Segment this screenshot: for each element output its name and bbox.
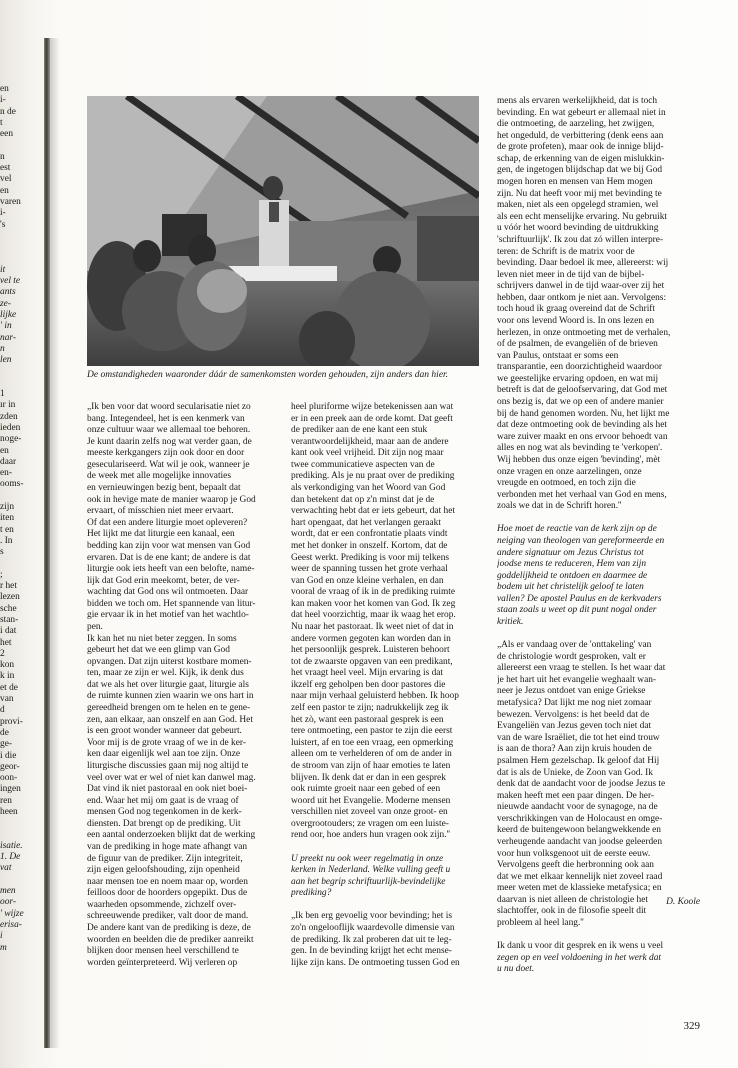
- margin-fragment: [0, 231, 40, 242]
- margin-fragment: daar: [0, 456, 17, 467]
- margin-fragment: k in: [0, 671, 15, 682]
- margin-fragment: [0, 242, 40, 253]
- text-line: de ruimte kunnen zien waarin we ons hart in: [87, 691, 254, 702]
- text-line: of de psalmen, de evangeliën of de brieven: [497, 339, 658, 350]
- margin-fragment: n de: [0, 106, 16, 117]
- margin-fragment: len: [0, 355, 12, 366]
- author-signature: D. Koole: [666, 897, 700, 907]
- text-line: psalmen Hem gezelschap. Ik geloof dat Hij: [497, 755, 660, 766]
- text-line: prediking. Als je nu praat over de prediking: [291, 471, 455, 482]
- text-line: leven niet meer in de tijd van de bijbel-: [497, 269, 645, 280]
- text-line: de week met alle mogelijke innovaties: [87, 471, 231, 482]
- margin-fragment: [0, 491, 40, 502]
- text-line: veel over wat er wel of niet kan danwel mag.: [87, 772, 256, 783]
- text-line: vallen? De apostel Paulus en de kerkvaders: [497, 593, 662, 604]
- text-line: [291, 900, 481, 912]
- text-line: bidden we toch om. Het spannende van litur-: [87, 598, 256, 609]
- text-line: wordt, dat er een confrontatie plaats vindt: [291, 529, 448, 540]
- text-line: andere signatuur om Jezus Christus tot: [497, 547, 644, 558]
- margin-fragment: n: [0, 151, 5, 162]
- margin-fragment: een: [0, 129, 14, 140]
- margin-fragment: [0, 558, 40, 569]
- text-line: voor hun volksgenoot uit de eerste eeuw.: [497, 848, 651, 859]
- text-line: met het donker in onszelf. Kortom, dat de: [291, 540, 448, 551]
- margin-fragment: [0, 140, 40, 151]
- margin-fragment: 1: [0, 389, 5, 400]
- text-line: liturgie ook iets heeft van een belofte, name-: [87, 564, 255, 575]
- text-line: ons bezig is, dat we op een of andere manier: [497, 397, 664, 408]
- margin-fragment: vat: [0, 863, 12, 874]
- text-line: van de ware Israëliet, die tot het eind trouw: [497, 732, 660, 743]
- margin-fragment: i die: [0, 750, 17, 761]
- margin-fragment: ge-: [0, 739, 12, 750]
- text-line: nieuwde aandacht voor de synagoge, na de: [497, 802, 658, 813]
- text-line: hart opengaat, dat het verlangen geraakt: [291, 517, 441, 528]
- text-line: ervaren. Dat is de ene kant; de andere is dat: [87, 552, 251, 563]
- text-line: hebben, daar ontkom je niet aan. Vervolgens:: [497, 292, 667, 303]
- text-line: liturgische discussies gaan mij nog altijd te: [87, 760, 249, 771]
- margin-fragment: oon-: [0, 773, 18, 784]
- margin-fragment: ren: [0, 795, 12, 806]
- margin-fragment: i dat: [0, 626, 17, 637]
- margin-fragment: it: [0, 264, 6, 275]
- text-line: daarvan is niet alleen de christologie het: [497, 894, 648, 905]
- margin-fragment: van: [0, 694, 14, 705]
- text-line: rend oor, hoe anders hun vragen ook zijn.'': [291, 830, 450, 841]
- text-line: maken heeft met een paar dingen. De her-: [497, 790, 655, 801]
- text-line: pen.: [87, 621, 103, 632]
- text-line: schap, de erkenning van de eigen mislukkin-: [497, 153, 665, 164]
- margin-fragment: men: [0, 886, 16, 897]
- text-line: twee communicatieve aspecten van de: [291, 459, 435, 470]
- text-line: vreugde en ootmoed, en toch zijn die: [497, 478, 636, 489]
- text-line: bodem uit het christelijk geloof te laten: [497, 582, 644, 593]
- text-line: keerd de buitengewoon belangwekkende en: [497, 825, 661, 836]
- margin-fragment: i: [0, 931, 3, 942]
- text-line: als verkondiging van het Woord van God: [291, 483, 446, 494]
- text-line: denk dat de aandacht voor de joodse Jezus te: [497, 779, 666, 790]
- text-line: bij de hand genomen worden. Nu, het lijkt me: [497, 408, 670, 419]
- text-line: dan betekent dat op z'n minst dat je de: [291, 494, 435, 505]
- text-line: zijn eigen geloofshouding, zijn openheid: [87, 865, 240, 876]
- text-line: opvangen. Dat zijn uiterst kostbare momen-: [87, 656, 252, 667]
- text-line: dat deze ontmoeting ook de bevinding als het: [497, 420, 668, 431]
- text-line: betreft is dat de geloofservaring, dat God met: [497, 385, 668, 396]
- text-line: kerken in Nederland. Welke vulling geeft u: [291, 865, 451, 876]
- margin-fragment: d: [0, 705, 5, 716]
- margin-fragment: de: [0, 727, 9, 738]
- text-line: prediking?: [291, 888, 332, 899]
- text-line: van God en onze kleine verhalen, en dan: [291, 575, 444, 586]
- margin-fragment: i-: [0, 95, 6, 106]
- text-line: „Ik ben voor dat woord secularisatie niet zo: [87, 402, 251, 412]
- margin-fragment: en: [0, 445, 9, 456]
- margin-fragment: ' in: [0, 321, 12, 332]
- margin-fragment: lezen: [0, 592, 20, 603]
- margin-fragment: ;: [0, 569, 3, 580]
- text-line: woord uit het Evangelie. Moderne mensen: [291, 795, 451, 806]
- text-line: meeste kerkgangers zijn ook door en door: [87, 448, 245, 459]
- text-line: Nu naar het pastoraat. Ik weet niet of dat in: [291, 621, 454, 632]
- text-line: wachting dat God ons wil ontmoeten. Daar: [87, 587, 249, 598]
- margin-fragment: noge-: [0, 434, 22, 445]
- margin-fragment: nar-: [0, 332, 16, 343]
- text-line: meer weten met de klassieke metafysica; en: [497, 883, 662, 894]
- margin-fragment: 1. De: [0, 852, 21, 863]
- text-line: en vernieuwingen bezig bent, bepaalt dat: [87, 483, 241, 494]
- margin-fragment: kon: [0, 660, 15, 671]
- margin-fragment: ingen: [0, 784, 21, 795]
- photo-illustration: [87, 96, 479, 366]
- text-line: verschrikkingen van de Holocaust en omge-: [497, 813, 663, 824]
- text-line: maken, niet als een opgelegd stramien, wel: [497, 200, 659, 211]
- text-line: naar mensen toe en noem maar op, worden: [87, 876, 248, 887]
- margin-fragment: en-: [0, 468, 12, 479]
- text-line: joodse mens te reduceren, Hem van zijn: [497, 559, 647, 570]
- text-line: we geestelijke ervaring opdoen, en wat mij: [497, 373, 659, 384]
- text-line: 'schriftuurlijk'. Ik zou dat zó willen interpre-: [497, 234, 664, 245]
- text-column-3: [497, 96, 700, 976]
- text-line: dat we als het over liturgie gaat, liturgie als: [87, 679, 249, 690]
- margin-fragment: [0, 830, 40, 841]
- text-line: [497, 930, 700, 942]
- margin-fragment: [0, 366, 40, 377]
- text-line: het persoonlijk gesprek. Luisteren behoort: [291, 645, 450, 656]
- text-line: ook in hevige mate de manier waarop je God: [87, 494, 256, 505]
- text-line: waarheden opsommende, zichzelf over-: [87, 899, 237, 910]
- text-line: tere ontmoeting, een pastor te zijn die eerst: [291, 726, 453, 737]
- text-line: het ongeduld, de verbittering (denk eens aan: [497, 130, 664, 141]
- margin-fragment: ' wijze: [0, 908, 24, 919]
- text-line: bevinding. En wat gebeurt er allemaal niet in: [497, 107, 666, 118]
- photo-service-in-tent: [87, 96, 479, 366]
- margin-fragment: s: [0, 547, 4, 558]
- text-line: gereedheid brengen om te helen en te gene-: [87, 703, 251, 714]
- text-line: zoals we dat in de Schrift horen.'': [497, 501, 622, 512]
- page-number: 329: [683, 1020, 700, 1032]
- text-line: van de prediking in hoge mate afhangt van: [87, 841, 248, 852]
- text-line: verheugende aandacht van joodse geleerden: [497, 837, 663, 847]
- margin-fragment: i-: [0, 208, 6, 219]
- text-line: gen. In de bevinding krijgt het echt mense-: [291, 946, 452, 957]
- text-line: de grote profeten), maar ook de innige blijd-: [497, 142, 664, 153]
- text-line: de prediking. Ik zal proberen dat uit te leg-: [291, 934, 452, 945]
- text-line: Ik dank u voor dit gesprek en ik wens u veel: [497, 941, 664, 952]
- margin-fragment: . In: [0, 535, 13, 546]
- text-line: geseculariseerd. Wat wil je ook, wanneer je: [87, 459, 250, 470]
- text-line: Hoe moet de reactie van de kerk zijn op de: [497, 524, 657, 535]
- text-line: ervaart, of misschien niet meer ervaart.: [87, 506, 234, 517]
- text-line: aan het begrip schriftuurlijk-bevindelijke: [291, 876, 446, 887]
- text-line: dat heel voorzichtig, maar ik waag het erop.: [291, 610, 456, 621]
- text-line: toch houd ik graag overeind dat de Schrift: [497, 304, 656, 315]
- text-line: gen, de ingetogen blijdschap dat we bij God: [497, 165, 663, 176]
- text-line: onze vragen en onze aarzelingen, onze: [497, 466, 642, 477]
- text-line: diensten. Dat brengt op de prediking. Uit: [87, 818, 241, 829]
- margin-fragment: heen: [0, 807, 18, 817]
- text-line: ten, maar ze zijn er wel. Kijk, ik denk dus: [87, 668, 244, 679]
- text-line: dat is als de Unieke, de Zoon van God. Ik: [497, 767, 653, 778]
- text-line: metafysica? Dat lijkt me nog niet zomaar: [497, 698, 652, 709]
- margin-fragment: est: [0, 163, 11, 174]
- text-line: Wij hebben dus onze eigen 'bevinding', mèt: [497, 454, 661, 465]
- margin-fragment: ze-: [0, 298, 11, 309]
- text-line: Ik kan het nu niet beter zeggen. In soms: [87, 633, 237, 644]
- text-line: schrijvers danwel in de tijd waar-over zij het: [497, 281, 665, 292]
- margin-fragment: r het: [0, 581, 17, 592]
- text-line: de christologie wordt gesproken, valt er: [497, 651, 646, 662]
- text-line: Dat vind ik niet pastoraal en ook niet boei-: [87, 784, 248, 795]
- text-line: mensen God nog tegenkomen in de kerk-: [87, 807, 242, 818]
- text-line: bang. Integendeel, het is een kenmerk van: [87, 413, 245, 424]
- text-line: een aantal onderzoeken blijkt dat de werking: [87, 830, 256, 841]
- text-line: Je kunt daarin zelfs nog wat verder gaan, de: [87, 436, 252, 447]
- margin-fragment: 's: [0, 219, 6, 230]
- text-line: Vervolgens geeft die herbronning ook aan: [497, 860, 654, 871]
- text-line: Of dat een andere liturgie moet opleveren?: [87, 517, 248, 528]
- text-line: verschillen niet zoveel van onze groot- en: [291, 807, 448, 818]
- text-line: naar mijn verhaal geluisterd hebben. Ik hoop: [291, 691, 459, 702]
- text-line: van Paulus, ontstaat er soms een: [497, 350, 619, 361]
- margin-fragment: vel: [0, 174, 12, 185]
- text-column-1: [87, 402, 277, 969]
- text-line: [497, 513, 700, 525]
- text-line: Voor mij is de grote vraag of we in de ker-: [87, 737, 246, 748]
- margin-fragment: ır in: [0, 400, 16, 411]
- margin-fragment: en: [0, 185, 9, 196]
- text-line: ikzelf erg geholpen ben door pastores die: [291, 679, 446, 690]
- margin-fragment: provi-: [0, 716, 23, 727]
- text-line: de figuur van de prediker. Zijn integriteit,: [87, 853, 243, 864]
- text-line: er in een preek aan de orde komt. Dat geeft: [291, 413, 453, 424]
- gutter-shadow: [50, 38, 60, 1048]
- text-line: andere vormen gegoten kan worden dan in: [291, 633, 451, 644]
- text-line: zen, aan elkaar, aan onszelf en aan God. Het: [87, 714, 253, 725]
- margin-fragment: en: [0, 84, 9, 94]
- text-line: je het hart uit het evangelie weghaalt wan-: [497, 674, 657, 685]
- text-column-2: [291, 402, 481, 969]
- text-line: U preekt nu ook weer regelmatig in onze: [291, 853, 444, 864]
- margin-fragment: m: [0, 942, 7, 953]
- margin-fragment: ooms-: [0, 479, 24, 490]
- text-line: lijk dat God erin meekomt, beter, de ver-: [87, 575, 240, 586]
- margin-fragment: et de: [0, 682, 18, 693]
- margin-fragment: stan-: [0, 614, 19, 625]
- text-line: is een groot wonder wanneer dat gebeurt.: [87, 726, 242, 737]
- text-line: de stroom van zijn of haar emoties te laten: [291, 760, 451, 771]
- text-line: verantwoordelijkheid, maar aan de andere: [291, 436, 449, 447]
- text-line: het vraagt heel veel. Mijn ervaring is dat: [291, 668, 444, 679]
- text-line: overgrootouders; ze vragen om een luiste-: [291, 818, 449, 829]
- text-line: die ontmoeting, de aarzeling, het zwijgen,: [497, 119, 655, 130]
- text-line: „Ik ben erg gevoelig voor bevinding; het is: [291, 911, 452, 922]
- text-line: end. Waar het mij om gaat is de vraag of: [87, 795, 239, 806]
- text-line: allereerst een vraag te stellen. Is het waar dat: [497, 663, 666, 674]
- text-line: gie ervaar ik in het motief van het wachtlo-: [87, 610, 249, 621]
- text-line: u vóór het woord bevinding de uitdrukking: [497, 223, 659, 234]
- text-line: teren: de Schrift is de matrix voor de: [497, 246, 635, 257]
- text-line: bevinding. Daar bedoel ik mee, allereerst: wij: [497, 258, 669, 269]
- margin-fragment: [0, 253, 40, 264]
- text-line: zegen op en veel voldoening in het werk dat: [497, 952, 662, 963]
- text-line: zelf een pastor te zijn; nadrukkelijk zeg ik: [291, 703, 449, 714]
- margin-fragment: varen: [0, 196, 21, 207]
- margin-fragment: t en: [0, 524, 14, 535]
- text-line: kritiek.: [497, 617, 524, 628]
- text-line: als een echt menselijke ervaring. Nu gebruikt: [497, 211, 667, 222]
- text-line: verbonden met het verhaal van God en mens,: [497, 489, 667, 500]
- text-line: kant ook veel vrijheid. Dit zijn nog maar: [291, 448, 444, 459]
- text-line: Geest werkt. Prediking is voor mij telkens: [291, 552, 450, 563]
- text-line: Evangeliën van Jezus geven toch niet dat: [497, 721, 652, 732]
- text-line: probleem al heel lang.'': [497, 918, 584, 929]
- text-line: dat we met elkaar kennelijk niet zoveel raad: [497, 871, 663, 882]
- text-line: ware zuiver maakt en ons ervoor behoedt van: [497, 431, 668, 442]
- margin-fragment: n: [0, 343, 5, 354]
- margin-fragment: [0, 875, 40, 886]
- margin-fragment: vel te: [0, 276, 21, 287]
- text-line: alles en nog wat als bevinding te 'verkopen'.: [497, 443, 663, 454]
- margin-fragment: ants: [0, 287, 16, 298]
- text-line: schreeuwende prediker, valt door de mand.: [87, 911, 249, 922]
- text-line: ken daar eigenlijk wel aan toe zijn. Onze: [87, 749, 241, 760]
- text-line: kan maken voor het komen van God. Ik zeg: [291, 598, 456, 609]
- text-line: neer je Jezus ontdoet van enige Griekse: [497, 686, 646, 697]
- text-line: alleen om te verhelderen of om de ander in: [291, 749, 452, 760]
- text-line: het zò, want een pastoraal gesprek is een: [291, 714, 444, 725]
- margin-fragment: geor-: [0, 761, 20, 772]
- text-line: woorden en beelden die de prediker aanreikt: [87, 934, 254, 945]
- text-line: bedding kan zijn voor wat mensen van God: [87, 540, 251, 551]
- text-line: de prediker aan de ene kant een stuk: [291, 425, 428, 436]
- text-line: zijn. Nu dat heeft voor mij met bevinding te: [497, 188, 662, 199]
- text-line: blijven. Ik denk dat er dan in een gesprek: [291, 772, 446, 783]
- text-line: De andere kant van de prediking is deze, de: [87, 923, 251, 934]
- text-line: slachtoffer, ook in de filosofie speelt dit: [497, 906, 647, 917]
- text-line: „Als er vandaag over de 'onttakeling' van: [497, 640, 652, 651]
- text-line: lijke zijn kans. De ontmoeting tussen God en: [291, 957, 460, 968]
- margin-fragment: iten: [0, 513, 15, 524]
- text-line: luistert, af en toe een vraag, een opmerking: [291, 737, 454, 748]
- text-line: u nu doet.: [497, 964, 535, 975]
- text-line: goddelijkheid te ontdoen en daarmee de: [497, 570, 648, 581]
- margin-fragment: ieden: [0, 422, 21, 433]
- text-line: [291, 842, 481, 854]
- text-line: voor ons levend Woord is. In ons lezen en: [497, 315, 655, 326]
- margin-fragment: sche: [0, 603, 17, 614]
- text-line: bewezen. Vervolgens: is het beeld dat de: [497, 709, 650, 720]
- text-line: onze cultuur waar we allemaal toe behoren.: [87, 425, 251, 436]
- margin-fragment: isatie.: [0, 840, 23, 851]
- text-line: blijken door mensen heel verschillend te: [87, 946, 239, 957]
- text-line: heel pluriforme wijze betekenissen aan wat: [291, 402, 454, 412]
- margin-fragment: oor-: [0, 897, 16, 908]
- text-line: is aan de thora? Aan zijn kruis houden de: [497, 744, 652, 755]
- margin-fragment: 2: [0, 648, 5, 659]
- text-line: vooral de vraag of ik in de prediking ruimte: [291, 587, 456, 598]
- text-line: zo'n ongelooflijk waardevolle dimensie van: [291, 923, 455, 934]
- margin-fragment: t: [0, 117, 3, 128]
- text-line: ook ruimte groeit naar een gebed of een: [291, 784, 441, 795]
- text-line: tot de zwaarste opgaven van een predikant,: [291, 656, 453, 667]
- text-line: herlezen, in onze ontmoeting met de verhalen,: [497, 327, 671, 338]
- text-line: worden geïnterpreteerd. Wij verleren op: [87, 957, 238, 968]
- text-line: mens als ervaren werkelijkheid, dat is toch: [497, 96, 658, 106]
- margin-fragment: het: [0, 637, 12, 648]
- text-line: gebeurt het dat we een glimp van God: [87, 645, 230, 656]
- text-line: [497, 629, 700, 641]
- margin-fragment: [0, 818, 40, 829]
- margin-fragment: zijn: [0, 501, 15, 512]
- text-line: feilloos door de hoorders opgepikt. Dus de: [87, 888, 248, 899]
- text-line: mogen horen en mensen van Hem mogen: [497, 177, 653, 188]
- previous-page-fragments: [0, 84, 40, 954]
- text-line: staan zoals u weet op dit punt nogal onder: [497, 605, 657, 616]
- text-line: neiging van theologen van gereformeerde en: [497, 535, 665, 546]
- margin-fragment: lijke: [0, 309, 17, 320]
- text-line: Het lijkt me dat liturgie een kanaal, een: [87, 529, 235, 540]
- text-line: verwachting hebt dat er iets gebeurt, dat het: [291, 506, 455, 517]
- margin-fragment: erisa-: [0, 919, 22, 930]
- text-line: transparantie, een doorzichtigheid waardoor: [497, 362, 663, 373]
- photo-caption: De omstandigheden waaronder dáár de samenkomsten worden gehouden, zijn anders dan hier.: [87, 370, 449, 380]
- margin-fragment: zden: [0, 411, 18, 422]
- text-line: weer de spanning tussen het grote verhaal: [291, 564, 448, 575]
- margin-fragment: [0, 378, 40, 389]
